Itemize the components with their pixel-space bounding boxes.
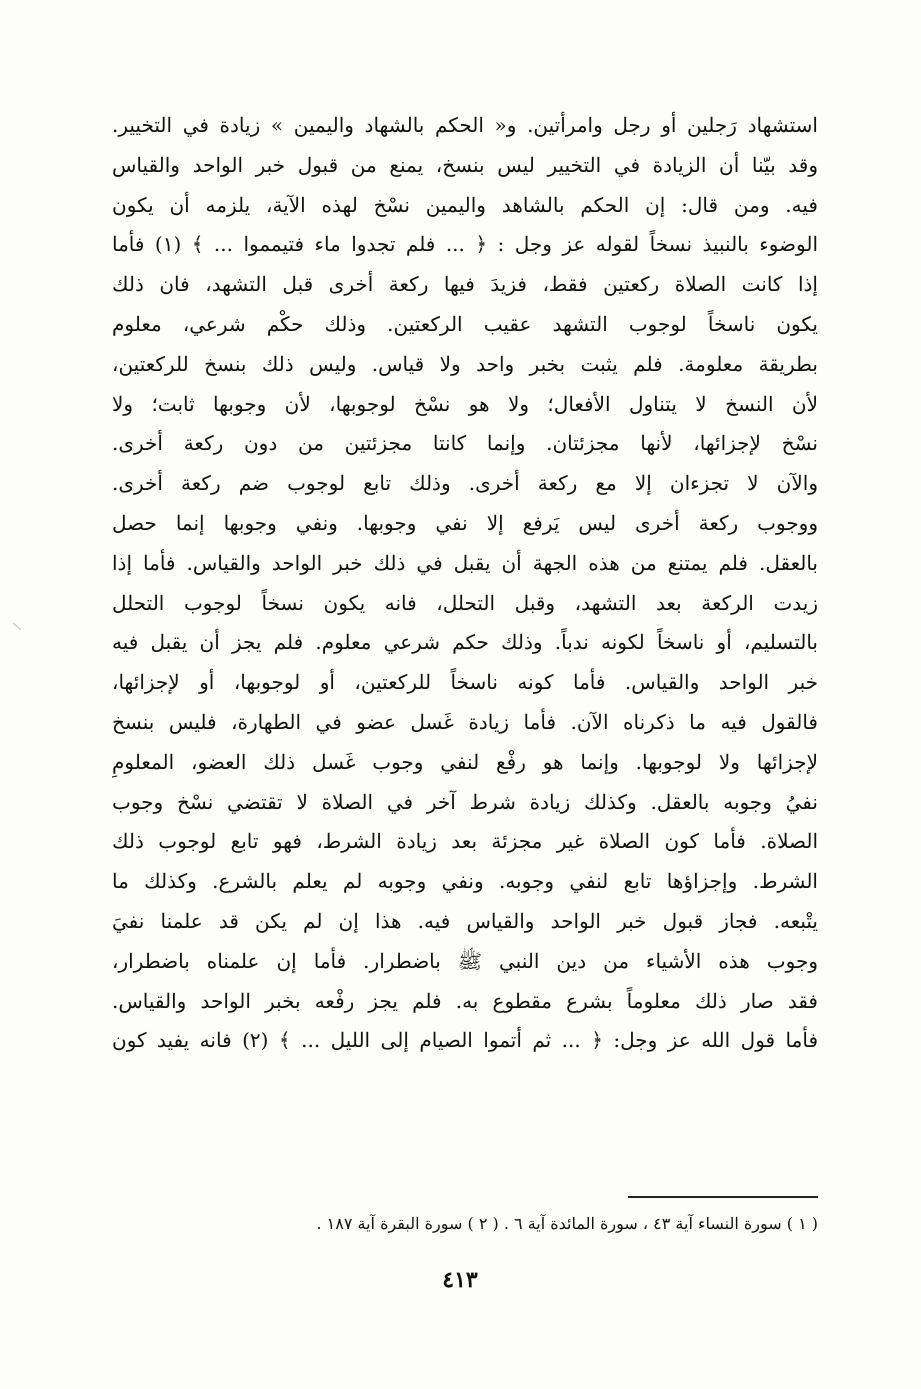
footnote: ( ١ ) سورة النساء آية ٤٣ ، سورة المائدة آية ٦ . ( ٢ ) سورة البقرة آية ١٨٧ . xyxy=(316,1214,818,1233)
text-line: وجوب هذه الأشياء من دين النبي ﷺ باضطرار. فأما إن علمناه باضطرار، xyxy=(112,948,818,973)
text-line: زيدت الركعة بعد التشهد، وقبل التحلل، فانه يكون نسخاً لوجوب التحلل xyxy=(112,590,818,615)
text-line: الصلاة. فأما كون الصلاة غير مجزئة بعد زيادة الشرط، فهو تابع لوجوب ذلك xyxy=(112,829,818,854)
text-line: بالعقل. فلم يمتنع من هذه الجهة أن يقبل في ذلك خبر الواحد والقياس. فأما إذا xyxy=(112,550,818,575)
scan-margin-mark xyxy=(13,623,21,630)
text-line: نسْخ لإجزائها، لأنها مجزئتان. وإنما كانتا مجزئتين من دون ركعة أخرى. xyxy=(112,431,818,456)
text-line: الوضوء بالنبيذ نسخاً لقوله عز وجل : ﴿ ... فلم تجدوا ماء فتيمموا ... ﴾ (١) فأما xyxy=(112,232,818,257)
text-line: خبر الواحد والقياس. فأما كونه ناسخاً للركعتين، أو لوجوبها، أو لإجزائها، xyxy=(112,670,818,695)
text-line: إذا كانت الصلاة ركعتين فقط، فزيدَ فيها ركعة أخرى قبل التشهد، فان ذلك xyxy=(112,272,818,297)
text-line: بالتسليم، أو ناسخاً لكونه ندباً. وذلك حكم شرعي معلوم. فلم يجز أن يقبل فيه xyxy=(112,630,818,655)
text-line: ووجوب ركعة أخرى ليس يَرفع إلا نفي وجوبها. ونفي وجوبها إنما حصل xyxy=(112,510,818,535)
text-line: فالقول فيه ما ذكرناه الآن. فأما زيادة غَسل عضو في الطهارة، فليس بنسخ xyxy=(112,709,818,734)
text-line: يكون ناسخاً لوجوب التشهد عقيب الركعتين. وذلك حكْم شرعي، معلوم xyxy=(112,311,818,336)
text-line: بطريقة معلومة. فلم يثبت بخبر واحد ولا قياس. وليس ذلك بنسخ للركعتين، xyxy=(112,351,818,376)
text-line: فيه. ومن قال: إن الحكم بالشاهد واليمين نسْخ لهذه الآية، يلزمه أن يكون xyxy=(112,192,818,217)
text-line: نفيُ وجوبه بالعقل. وكذلك زيادة شرط آخر في الصلاة لا تقتضي نسْخ وجوب xyxy=(112,789,818,814)
text-line: الشرط. وإجزاؤها تابع لنفي وجوبه. ونفي وجوبه لم يعلم بالشرع. وكذلك ما xyxy=(112,869,818,894)
main-text-block xyxy=(112,106,818,1061)
text-line: فأما قول الله عز وجل: ﴿ ... ثم أتموا الصيام إلى الليل ... ﴾ (٢) فانه يفيد كون xyxy=(112,1028,818,1053)
text-line: فقد صار ذلك معلوماً بشرع مقطوع به. فلم يجز رفْعه بخبر الواحد والقياس. xyxy=(112,988,818,1013)
text-line: لأن النسخ لا يتناول الأفعال؛ ولا هو نسْخ لوجوبها، لأن وجوبها ثابت؛ ولا xyxy=(112,391,818,416)
footnote-divider xyxy=(628,1196,818,1198)
text-line: والآن لا تجزءان إلا مع ركعة أخرى. وذلك تابع لوجوب ضم ركعة أخرى. xyxy=(112,471,818,496)
page-number: ٤١٣ xyxy=(442,1267,478,1293)
text-line: يتْبعه. فجاز قبول خبر الواحد والقياس فيه. هذا إن لم يكن قد علمنا نفيَ xyxy=(112,908,818,933)
text-line: لإجزائها ولا لوجوبها. وإنما هو رفْع لنفي وجوب غَسل ذلك العضو، المعلومِ xyxy=(112,749,818,774)
text-line: وقد بيّنا أن الزيادة في التخيير ليس بنسخ، يمنع من قبول خبر الواحد والقياس xyxy=(112,152,818,177)
text-line: استشهاد رَجلين أو رجل وامرأتين. و« الحكم بالشهاد واليمين » زيادة في التخيير. xyxy=(112,113,818,137)
